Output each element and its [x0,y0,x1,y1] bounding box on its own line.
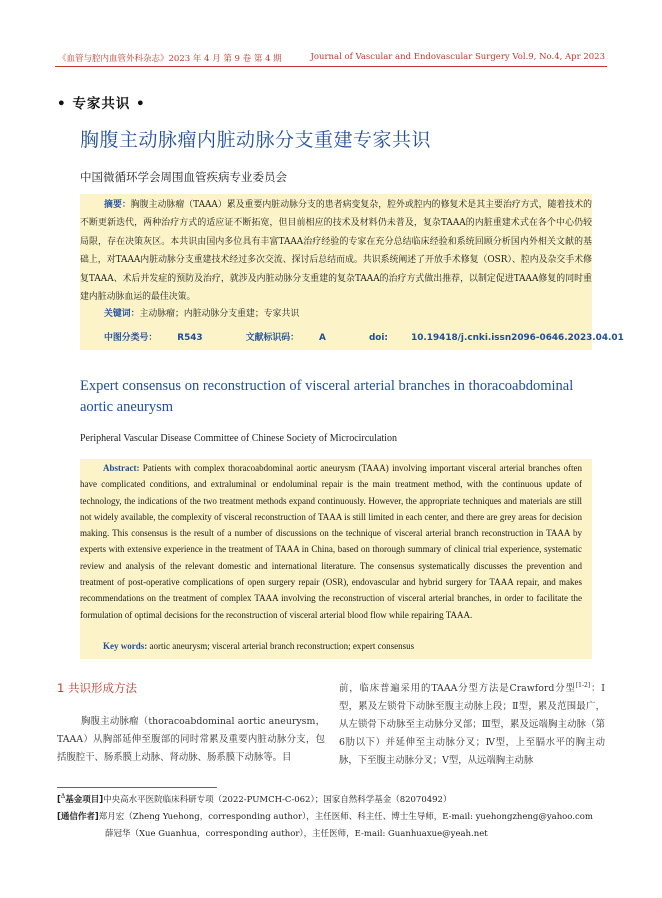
author-cn: 中国微循环学会周围血管疾病专业委员会 [80,170,287,184]
body-right-column: 前，临床普遍采用的TAAA分型方法是Crawford分型[1-2]：Ⅰ型，累及左锁骨下动脉至腹主动脉上段；Ⅱ型，累及范围最广，从左锁骨下动脉至主动脉分叉部；Ⅲ型，累及远端胸主动脉（第6肋以下）并延伸至主动脉分叉；Ⅳ型，上至膈水平的胸主动脉，下至腹主动脉分叉；Ⅴ型，从远端胸主动脉 [339,682,605,767]
document-code: 文献标识码： A [245,333,326,343]
keywords-en-text: aortic aneurysm; visceral arterial branch reconstruction; expert consensus [149,641,415,651]
doi: doi: 10.19418/j.cnki.issn2096-0646.2023.04.01 [368,333,624,343]
keywords-en [103,641,414,651]
abstract-en-label: Abstract: [103,463,140,473]
paper-title-cn: 胸腹主动脉瘤内脏动脉分支重建专家共识 [80,129,432,151]
header-divider [55,66,607,67]
author-en: Peripheral Vascular Disease Committee of Chinese Society of Microcirculation [80,433,397,444]
journal-header-en: Journal of Vascular and Endovascular Surgery Vol.9, No.4, Apr 2023 [310,52,605,62]
abstract-en [80,460,582,623]
footnote-divider [57,787,217,788]
body-left-column: 胸腹主动脉瘤（thoracoabdominal aortic aneurysm，TAAA）从胸部延伸至腹部的同时常累及重要内脏动脉分支，包括腹腔干、肠系膜上动脉、肾动脉、肠系膜下动脉等。目 [57,716,325,763]
keywords-cn [104,306,299,319]
section-heading: 1 共识形成方法 [57,681,137,695]
footnote-corresponding-2: 薛冠华（Xue Guanhua，corresponding author），主任医师，E-mail: Guanhuaxue@yeah.net [105,829,488,839]
keywords-cn-text: 主动脉瘤；内脏动脉分支重建；专家共识 [139,309,300,319]
citation-ref[interactable]: [1-2] [575,682,591,689]
journal-header-cn: 《血管与腔内血管外科杂志》2023 年 4 月 第 9 卷 第 4 期 [58,54,282,64]
abstract-en-text: Patients with complex thoracoabdominal aortic aneurysm (TAAA) involving important visceral arterial branches often have complicated conditions, and extraluminal or endoluminal repair is the main treatment method, with the continuous update of technology, the indications of the two treatment methods expand continuously. However, the appropriate techniques and materials are still not widely available, the complexity of visceral reconstruction of TAAA is still limited in each center, and there are grey areas for decision making. This consensus is the result of a number of discussions on the technique of visceral arterial branch reconstruction in TAAA by experts with extensive experience in the treatment of TAAA in China, based on thorough summary of clinical trial experience, systematic review and analysis of the relevant domestic and international literature. The consensus systematically discusses the prevention and treatment of post-operative complications of open surgery repair (OSR), endovascular and hybrid surgery for TAAA repair, and makes recommendations on the treatment of complex TAAA involving the reconstruction of visceral arterial branches, in order to facilitate the formulation of optimal decisions for the reconstruction of visceral arterial blood flow while repairing TAAA. [80,463,582,620]
abstract-cn [80,196,592,306]
abstract-cn-text: 胸腹主动脉瘤（TAAA）累及重要内脏动脉分支的患者病变复杂，腔外或腔内的修复术是其主要治疗方式，随着技术的不断更新迭代，两种治疗方式的适应证不断拓宽，但目前相应的技术及材料仍未普及，复杂TAAA的内脏重建术式在各个中心仍较局限，存在决策灰区。本共识由国内多位具有丰富TAAA治疗经验的专家在充分总结临床经验和系统回顾分析国内外相关文献的基础上，对TAAA内脏动脉分支重建技术经过多次交流、探讨后总结而成。共识系统阐述了开放手术修复（OSR）、腔内及杂交手术修复TAAA、术后并发症的预防及治疗，就涉及内脏动脉分支重建的复杂TAAA的治疗方式做出推荐，以制定促进TAAA修复的同时重建内脏动脉血运的最佳决策。 [80,200,593,303]
clc-number: 中图分类号： R543 [104,333,203,343]
footnote-fund: [$^\Delta$基金项目]中央高水平医院临床科研专项（2022-PUMCH-C-062）；国家自然科学基金（82070492） [57,793,452,805]
footnote-corresponding: [通信作者]郑月宏（Zheng Yuehong，corresponding author），主任医师、科主任、博士生导师，E-mail: yuehongzheng@yahoo.com [57,812,593,822]
abstract-cn-label: 摘要： [104,200,131,210]
classification-row [104,330,662,343]
section-tag: • 专家共识 • [57,96,146,112]
keywords-cn-label: 关键词： [104,309,140,319]
keywords-en-label: Key words: [103,641,148,651]
paper-title-en: Expert consensus on reconstruction of visceral arterial branches in thoracoabdominal aortic aneurysm [80,378,574,415]
